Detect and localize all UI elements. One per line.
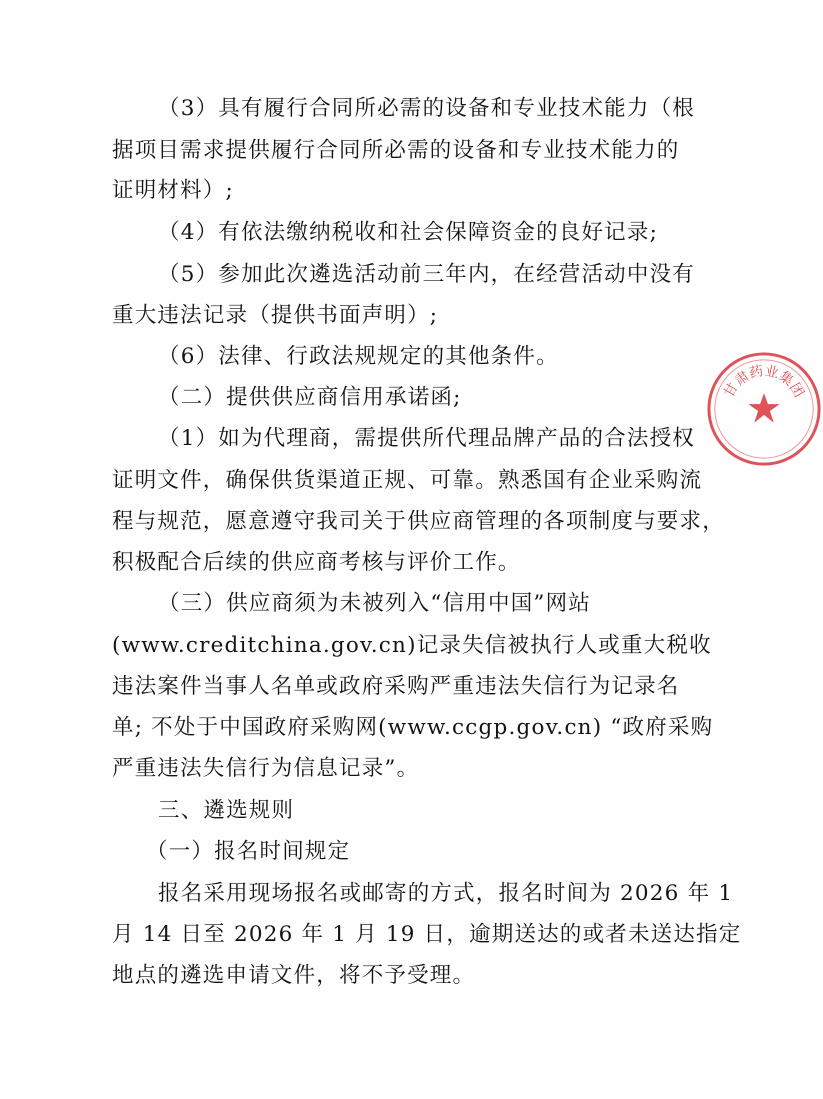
text-line: 地点的遴选申请文件，将不予受理。 (112, 963, 476, 988)
seal-character: 甘 (721, 380, 743, 401)
text-line: 重大违法记录（提供书面声明）; (112, 303, 439, 328)
seal-character: 集 (775, 368, 797, 390)
text-line: （1）如为代理商，需提供所代理品牌产品的合法授权 (158, 426, 695, 451)
text-line: 违法案件当事人名单或政府采购严重违法失信行为记录名 (112, 674, 680, 699)
seal-character: 药 (747, 363, 765, 382)
text-line: 积极配合后续的供应商考核与评价工作。 (112, 550, 521, 575)
text-line: 证明材料）; (112, 178, 234, 203)
seal-character: 业 (763, 363, 781, 382)
text-line: （3）具有履行合同所必需的设备和专业技术能力（根 (158, 96, 695, 121)
company-seal (705, 350, 823, 468)
text-line: 程与规范，愿意遵守我司关于供应商管理的各项制度与要求， (112, 509, 725, 534)
text-line: 单; 不处于中国政府采购网(www.ccgp.gov.cn) “政府采购 (112, 715, 714, 740)
seal-character: 肃 (731, 368, 753, 390)
section-heading: （三）供应商须为未被列入“信用中国”网站 (158, 591, 591, 616)
text-line: （5）参加此次遴选活动前三年内，在经营活动中没有 (158, 262, 695, 287)
text-line: (www.creditchina.gov.cn)记录失信被执行人或重大税收 (112, 633, 712, 658)
text-line: （6）法律、行政法规规定的其他条件。 (158, 344, 559, 369)
section-heading: 三、遴选规则 (158, 798, 295, 823)
text-line: （4）有依法缴纳税收和社会保障资金的良好记录; (158, 220, 659, 245)
text-line: 证明文件，确保供货渠道正规、可靠。熟悉国有企业采购流 (112, 468, 703, 493)
seal-character: 团 (785, 380, 807, 401)
section-heading: （二）提供供应商信用承诺函; (158, 385, 462, 410)
text-line: 月 14 日至 2026 年 1 月 19 日，逾期送达的或者未送达指定 (112, 922, 742, 947)
text-line: 报名采用现场报名或邮寄的方式，报名时间为 2026 年 1 (158, 881, 734, 906)
subsection-heading: （一）报名时间规定 (146, 839, 351, 864)
text-line: 据项目需求提供履行合同所必需的设备和专业技术能力的 (112, 138, 680, 163)
text-line: 严重违法失信行为信息记录”。 (112, 756, 420, 781)
